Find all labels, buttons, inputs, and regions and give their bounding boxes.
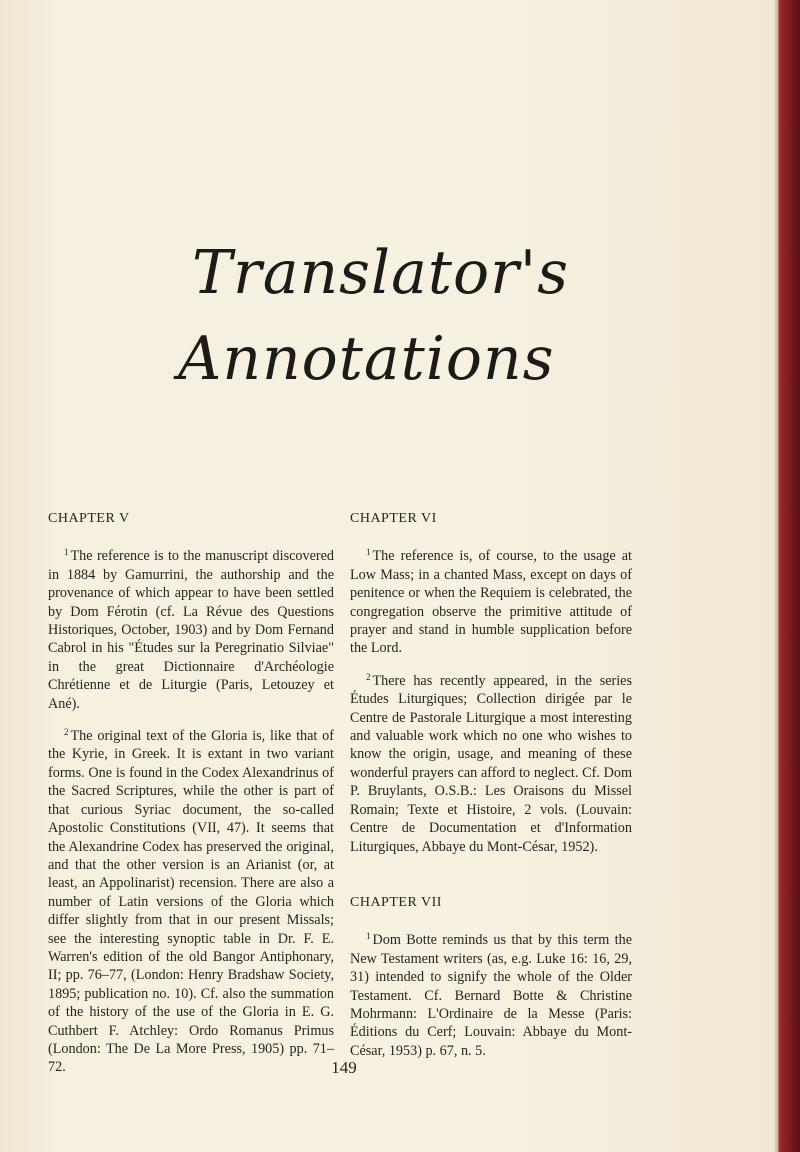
footnote-number: 2 bbox=[64, 727, 69, 738]
footnote-text: The reference is, of course, to the usage at Low Mass; in a chanted Mass, except on days of penitence or when the Requiem is celebrated, the congregation observe the primitive attitude of prayer and stand in humble supplication before the Lord. bbox=[350, 548, 632, 657]
footnote-number: 1 bbox=[366, 931, 371, 942]
title-line-1: Translator's bbox=[192, 238, 570, 308]
footnote bbox=[350, 927, 632, 1060]
footnote bbox=[350, 543, 632, 657]
chapter-heading: CHAPTER VI bbox=[350, 511, 437, 526]
right-column bbox=[350, 510, 632, 1070]
footnote bbox=[350, 668, 632, 856]
footnote-text: Dom Botte reminds us that by this term the New Testament writers (as, e.g. Luke 16: 16, 29, 31) intended to signify the whole of the Older Testament. Cf. Bernard Botte & Christine Mohrmann: L'Ordinaire de la Messe (Paris: Éditions du Cerf; Louvain: Abbaye du Mont-César, 1953) p. 67, n. 5. bbox=[350, 932, 632, 1059]
footnote-text: There has recently appeared, in the series Études Liturgiques; Collection dirigée par le Centre de Pastorale Liturgique a most interesting and valuable work which no one who wishes to know the origin, usage, and meaning of these wonderful prayers can afford to neglect. Cf. Dom P. Bruylants, O.S.B.: Les Oraisons du Missel Romain; Texte et Histoire, 2 vols. (Louvain: Centre de Documentation et d'Information Liturgiques, Abbaye du Mont-César, 1952). bbox=[350, 672, 632, 855]
footnote-number: 1 bbox=[64, 547, 69, 558]
title-line-2: Annotations bbox=[178, 324, 555, 394]
footnote bbox=[48, 723, 334, 1077]
book-cover-edge bbox=[774, 0, 800, 1152]
footnote bbox=[48, 543, 334, 713]
chapter-heading: CHAPTER VII bbox=[350, 894, 442, 910]
page-number: 149 bbox=[331, 1058, 357, 1077]
footnote-text: The reference is to the manuscript discovered in 1884 by Gamurrini, the authorship and the provenance of which appear to have been settled by Dom Férotin (cf. La Révue des Questions Historiques, October, 1903) and by Dom Fernand Cabrol in his "Études sur la Peregrinatio Silviae" in the great Dictionnaire d'Archéologie Chrétienne et de Liturgie (Paris, Letouzey et Ané). bbox=[48, 548, 334, 712]
chapter-heading: CHAPTER V bbox=[48, 511, 130, 526]
footnote-number: 2 bbox=[366, 671, 371, 682]
left-column bbox=[48, 510, 334, 1087]
footnote-text: The original text of the Gloria is, like that of the Kyrie, in Greek. It is extant in two variant forms. One is found in the Codex Alexandrinus of the Sacred Scriptures, while the other is part of that curious Syriac document, the so-called Apostolic Constitutions (VII, 47). It seems that the Alexandrine Codex has preserved the original, and that the other version is an Arianist (or, at least, an Appolinarist) recension. There are also a number of Latin versions of the Gloria which differ slightly from that in our present Missals; see the interesting synoptic table in Dr. F. E. Warren's edition of the old Bangor Antiphonary, II; pp. 76–77, (London: Henry Bradshaw Society, 1895; publication no. 10). Cf. also the summation of the history of the use of the Gloria in E. G. Cuthbert F. Atchley: Ordo Romanus Primus (London: The De La More Press, 1905) pp. 71–72. bbox=[48, 728, 334, 1076]
footnote-number: 1 bbox=[366, 547, 371, 558]
